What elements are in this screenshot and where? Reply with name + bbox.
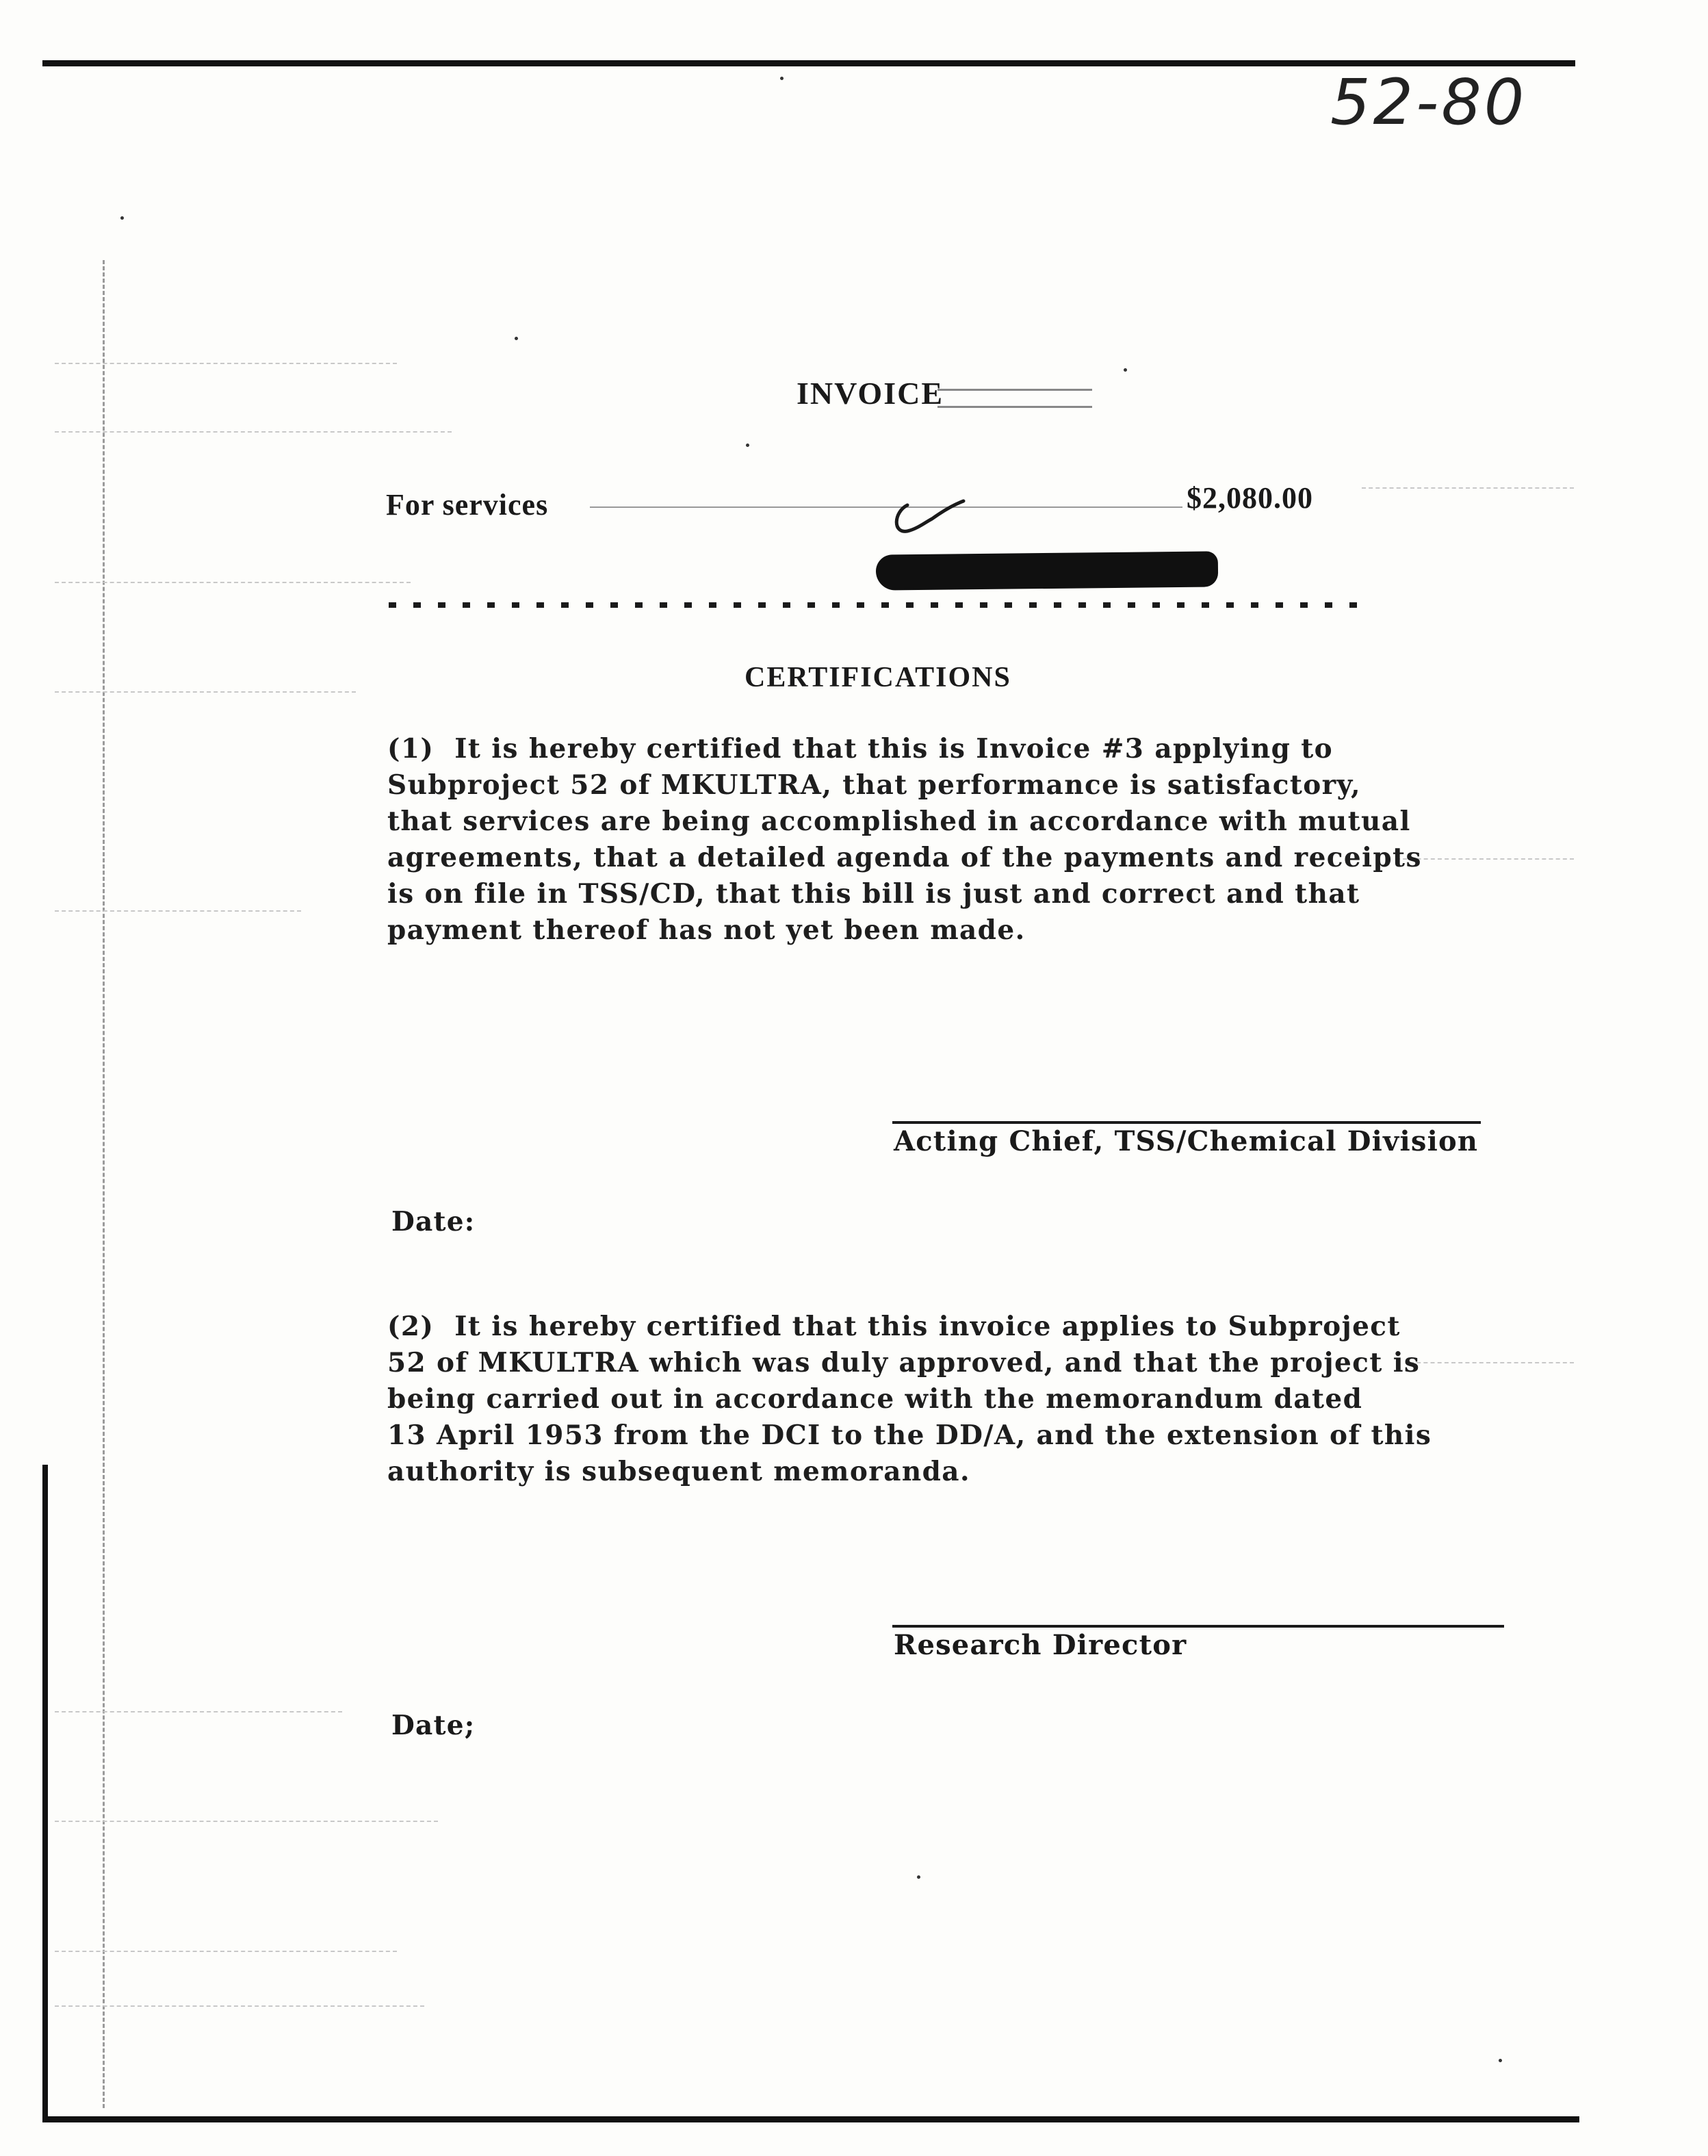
certification-2-text — [387, 1309, 1432, 1490]
signatory-1-title: Acting Chief, TSS/Chemical Division — [894, 1125, 1479, 1157]
scan-artifact-line — [55, 910, 301, 912]
redaction-block — [876, 551, 1219, 590]
scan-artifact-line — [1410, 1362, 1574, 1363]
certification-1-line: is on file in TSS/CD, that this bill is just and correct and that — [387, 878, 1360, 910]
scan-artifact-line — [55, 363, 397, 364]
scan-artifact-line — [55, 691, 356, 693]
certification-1-line: Subproject 52 of MKULTRA, that performance is satisfactory, — [387, 769, 1361, 801]
certifications-heading: CERTIFICATIONS — [745, 662, 1011, 693]
scan-artifact-line — [55, 431, 452, 433]
document-title: INVOICE — [797, 376, 944, 411]
services-label: For services — [386, 488, 549, 522]
certification-2-line: (2) It is hereby certified that this invoice applies to Subproject — [387, 1311, 1401, 1342]
certification-1-line: (1) It is hereby certified that this is Invoice #3 applying to — [387, 733, 1334, 765]
certification-2-line: being carried out in accordance with the memorandum dated — [387, 1383, 1363, 1415]
services-amount: $2,080.00 — [1187, 481, 1313, 515]
signature-line-1 — [892, 1121, 1481, 1124]
certification-1-line: payment thereof has not yet been made. — [387, 914, 1026, 946]
scan-artifact-line — [55, 2005, 424, 2007]
dashed-separator — [389, 602, 1363, 608]
scan-artifact-line — [1362, 487, 1574, 489]
certification-2-line: 13 April 1953 from the DCI to the DD/A, and the extension of this — [387, 1420, 1432, 1451]
scan-artifact-line — [55, 1711, 342, 1712]
signature-line-2 — [892, 1625, 1504, 1628]
scan-artifact-line — [55, 582, 411, 583]
certification-1-line: that services are being accomplished in accordance with mutual — [387, 806, 1411, 837]
scan-speck — [780, 77, 784, 80]
scan-speck — [515, 337, 518, 340]
margin-guide-line — [103, 260, 105, 2108]
certification-2-line: authority is subsequent memoranda. — [387, 1456, 970, 1487]
services-leader-line — [590, 506, 1182, 508]
scan-artifact-line — [55, 1951, 397, 1952]
handwritten-file-number: 52-80 — [1330, 66, 1527, 139]
certification-1-text — [387, 731, 1422, 949]
scan-speck — [120, 216, 124, 220]
scan-artifact-line — [1396, 858, 1574, 860]
scan-speck — [1499, 2059, 1502, 2062]
certification-2-line: 52 of MKULTRA which was duly approved, and that the project is — [387, 1347, 1421, 1378]
bottom-border-rule — [42, 2116, 1579, 2122]
date-label-2: Date; — [391, 1710, 476, 1741]
certification-1-line: agreements, that a detailed agenda of the payments and receipts — [387, 842, 1422, 873]
scan-speck — [746, 444, 749, 447]
date-label-1: Date: — [391, 1206, 476, 1237]
scan-artifact-line — [55, 1821, 438, 1822]
title-underline — [937, 389, 1092, 408]
signatory-2-title: Research Director — [894, 1629, 1187, 1661]
handwritten-check-mark-icon — [887, 491, 969, 543]
scan-speck — [1124, 368, 1127, 372]
left-border-rule — [42, 1465, 48, 2122]
scan-speck — [917, 1875, 920, 1879]
